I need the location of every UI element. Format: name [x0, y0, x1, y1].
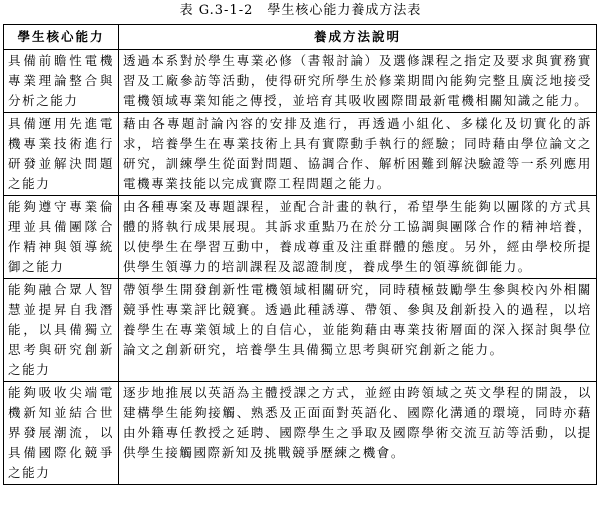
core-ability-cell: 具備運用先進電機專業技術進行研發並解決問題之能力	[4, 113, 119, 196]
table-row	[4, 113, 597, 196]
method-cell: 由各種專案及專題課程，並配合計畫的執行，希望學生能夠以團隊的方式具體的將執行成果展現。其訴求重點乃在於分工協調與團隊合作的精神培養，以使學生在學習互動中，養成尊重及注重群體的態度。另外，經由學校所提供學生領導力的培訓課程及認證制度，養成學生的領導統御能力。	[119, 196, 597, 279]
core-ability-cell: 具備前瞻性電機專業理論整合與分析之能力	[4, 50, 119, 113]
table-row	[4, 50, 597, 113]
table-caption: 表 G.3-1-2 學生核心能力養成方法表	[179, 3, 422, 18]
header-core-ability: 學生核心能力	[4, 25, 119, 50]
table-header-row	[4, 25, 597, 50]
core-ability-cell: 能夠吸收尖端電機新知並結合世界發展潮流，以具備國際化競爭之能力	[4, 382, 119, 485]
core-ability-table	[3, 24, 597, 485]
method-cell: 帶領學生開發創新性電機領域相關研究，同時積極鼓勵學生參與校內外相關競爭性專業評比競賽。透過此種誘導、帶領、參與及創新投入的過程，以培養學生在專業領域上的自信心，並能夠藉由專業技術層面的深入探討與學位論文之創新研究，培養學生具備獨立思考與研究創新之能力。	[119, 279, 597, 382]
core-ability-cell: 能夠融合眾人智慧並提昇自我潛能，以具備獨立思考與研究創新之能力	[4, 279, 119, 382]
table-row	[4, 382, 597, 485]
header-method-description: 養成方法說明	[119, 25, 597, 50]
table-row	[4, 279, 597, 382]
method-cell: 逐步地推展以英語為主體授課之方式，並經由跨領域之英文學程的開設，以建構學生能夠接觸、熟悉及正面面對英語化、國際化溝通的環境，同時亦藉由外籍專任教授之延聘、國際學生之爭取及國際學術交流互訪等活動，以提供學生接觸國際新知及挑戰競爭歷練之機會。	[119, 382, 597, 485]
core-ability-cell: 能夠遵守專業倫理並具備團隊合作精神與領導統御之能力	[4, 196, 119, 279]
table-row	[4, 196, 597, 279]
method-cell: 藉由各專題討論內容的安排及進行，再透過小組化、多樣化及切實化的訴求，培養學生在專業技術上具有實際動手執行的經驗；同時藉由學位論文之研究，訓練學生從面對問題、協調合作、解析困難到解決驗證等一系列應用電機專業技能以完成實際工程問題之能力。	[119, 113, 597, 196]
method-cell: 透過本系對於學生專業必修（書報討論）及選修課程之指定及要求與實務實習及工廠參訪等活動，使得研究所學生於修業期間內能夠完整且廣泛地接受電機領域專業知能之傳授，並培育其吸收國際間最新電機相關知識之能力。	[119, 50, 597, 113]
